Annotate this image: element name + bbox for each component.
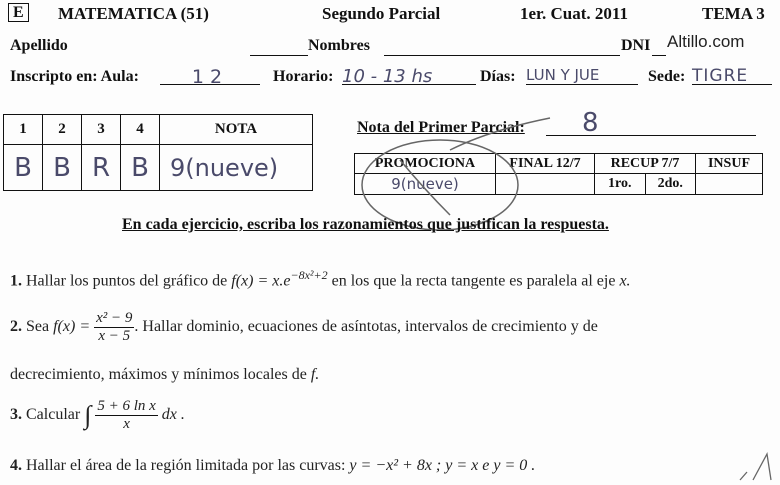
grade-header-2: 2	[43, 115, 82, 145]
grade-value-2: B	[43, 145, 82, 191]
grade-header-3: 3	[82, 115, 121, 145]
sede-label: Sede:	[648, 68, 686, 85]
sede-value: TIGRE	[692, 66, 749, 86]
problem-2-text-c: decrecimiento, máximos y mínimos locales de	[10, 366, 307, 383]
problem-3-dx: dx .	[161, 406, 185, 424]
grade-value-4: B	[121, 145, 160, 191]
exam-title: Segundo Parcial	[322, 4, 441, 23]
problem-4-curves: y = −x² + 8x ; y = x e y = 0 .	[349, 457, 536, 474]
problem-2-cont	[10, 366, 319, 384]
problem-4-text-a: Hallar el área de la región limitada por las curvas:	[26, 457, 346, 474]
exam-tema: TEMA 3	[702, 4, 765, 23]
dias-field	[526, 66, 638, 85]
promo-promociona-value: 9(nueve)	[355, 174, 496, 195]
corner-scribble	[735, 450, 775, 485]
primer-parcial-value: 8	[582, 108, 599, 138]
nombres-label: Nombres	[308, 37, 370, 54]
aula-value: 12	[191, 66, 229, 88]
problem-3-num: 3.	[10, 406, 22, 424]
problem-3-text-a: Calcular	[26, 406, 81, 424]
problem-3-denominator: x	[123, 416, 130, 432]
problem-2-num: 2.	[10, 318, 22, 336]
problem-4	[10, 457, 535, 475]
problem-1-text-a: Hallar los puntos del gráfico de	[26, 272, 228, 290]
primer-parcial-label-text: Nota del Primer Parcial:	[357, 119, 525, 136]
dni-label: DNI	[621, 37, 651, 54]
problem-1-var: x.	[619, 272, 631, 290]
problem-2-fn: f(x) =	[53, 318, 91, 336]
header-row	[8, 4, 29, 22]
grade-value-1: B	[4, 145, 43, 191]
problem-1-exp: −8x²+2	[290, 268, 328, 282]
promo-insuf-value	[696, 174, 763, 195]
apellido-line	[250, 37, 308, 56]
problem-3	[10, 398, 185, 433]
grade-header-4: 4	[121, 115, 160, 145]
problem-2-var: f.	[310, 366, 320, 383]
problem-2-denominator: x − 5	[98, 328, 131, 344]
promo-header-insuf: INSUF	[696, 154, 763, 174]
promo-header-promociona: PROMOCIONA	[355, 154, 496, 174]
problem-1-num: 1.	[10, 272, 22, 290]
grade-value-3: R	[82, 145, 121, 191]
apellido-label: Apellido	[10, 37, 68, 54]
subject-title: MATEMATICA (51)	[58, 4, 209, 23]
inscripto-label: Inscripto en: Aula:	[10, 68, 139, 85]
sede-field	[692, 66, 772, 85]
problem-2-text-b: . Hallar dominio, ecuaciones de asíntotas, intervalos de crecimiento y de	[134, 318, 598, 336]
problem-3-integral: ∫	[84, 400, 92, 430]
problem-2-numerator: x² − 9	[96, 310, 133, 326]
promo-header-recup: RECUP 7/7	[595, 154, 696, 174]
dias-value: LUN Y JUE	[526, 66, 600, 84]
grades-value-row	[4, 145, 313, 191]
problem-1-fn: f(x) = x.e	[231, 272, 291, 290]
grade-header-1: 1	[4, 115, 43, 145]
promo-header-final: FINAL 12/7	[496, 154, 595, 174]
promo-recup-1ro: 1ro.	[595, 174, 646, 195]
dni-line	[652, 37, 666, 56]
section-letter-box: E	[8, 3, 29, 22]
exam-period: 1er. Cuat. 2011	[520, 4, 628, 23]
horario-label: Horario:	[273, 68, 334, 85]
problem-2	[10, 310, 598, 345]
problem-2-text-a: Sea	[26, 318, 50, 336]
instruction-text: En cada ejercicio, escriba los razonamientos que justifican la respuesta.	[122, 216, 609, 233]
primer-parcial-line	[546, 117, 756, 136]
grades-table	[3, 114, 313, 191]
horario-field	[342, 66, 476, 85]
grade-header-nota: NOTA	[160, 115, 313, 145]
dias-label: Días:	[480, 68, 516, 85]
problem-3-numerator: 5 + 6 ln x	[97, 398, 156, 414]
problem-3-fraction	[95, 398, 157, 433]
promo-recup-2do: 2do.	[645, 174, 696, 195]
grade-value-nota: 9(nueve)	[160, 145, 313, 191]
watermark: Altillo.com	[667, 32, 745, 51]
problem-1-text-b: en los que la recta tangente es paralela al eje	[331, 272, 616, 290]
problem-1	[10, 268, 631, 290]
problem-4-num: 4.	[10, 457, 22, 474]
horario-value: 10 - 13 hs	[342, 66, 433, 87]
nombres-line	[384, 37, 620, 56]
problem-2-fraction	[94, 310, 134, 345]
grades-header-row	[4, 115, 313, 145]
aula-field	[160, 66, 260, 88]
